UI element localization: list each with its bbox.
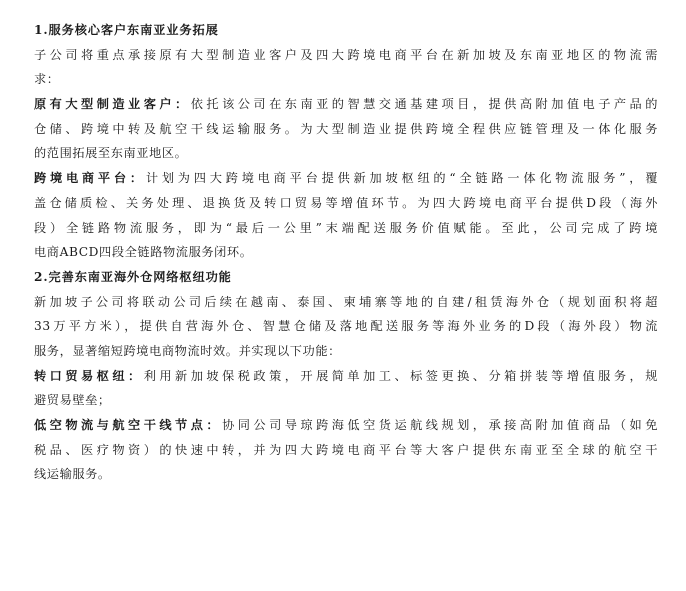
ecommerce-platforms-line-1 [34, 166, 658, 191]
low-altitude-logistics-line-1 [34, 413, 658, 438]
ecommerce-platforms-line-3: 段）全链路物流服务，即为“最后一公里”末端配送服务价值赋能。至此，公司完成了跨境 [34, 220, 658, 235]
manufacturing-clients-line-2: 仓储、跨境中转及航空干线运输服务。为大型制造业提供跨境全程供应链管理及一体化服务 [34, 121, 658, 136]
section-1-intro-line-1: 子公司将重点承接原有大型制造业客户及四大跨境电商平台在新加坡及东南亚地区的物流需 [34, 47, 658, 62]
ecommerce-platforms-text-1: 计划为四大跨境电商平台提供新加坡枢纽的“全链路一体化物流服务”，覆 [145, 171, 658, 186]
low-altitude-logistics-label: 低空物流与航空干线节点： [34, 418, 223, 432]
entrepot-trade-hub-text-1: 利用新加坡保税政策，开展简单加工、标签更换、分箱拼装等增值服务，规 [143, 368, 658, 383]
section-2-intro-line-1: 新加坡子公司将联动公司后续在越南、泰国、柬埔寨等地的自建/租赁海外仓（规划面积将超 [34, 294, 658, 309]
entrepot-trade-hub-label: 转口贸易枢纽： [34, 368, 144, 383]
ecommerce-platforms-line-4: 电商ABCD四段全链路物流服务闭环。 [34, 245, 253, 260]
low-altitude-logistics-line-2: 税品、医疗物资）的快速中转，并为四大跨境电商平台等大客户提供东南亚至全球的航空干 [34, 442, 658, 457]
entrepot-trade-hub-line-1 [34, 364, 658, 389]
low-altitude-logistics-line-3: 线运输服务。 [34, 467, 111, 482]
manufacturing-clients-line-3: 的范围拓展至东南亚地区。 [34, 146, 188, 161]
section-1-intro-line-2: 求： [34, 72, 60, 87]
section-1-heading: 1.服务核心客户东南亚业务拓展 [34, 23, 219, 37]
section-2-heading: 2.完善东南亚海外仓网络枢纽功能 [34, 269, 232, 284]
section-2-intro-line-2: 33万平方米），提供自营海外仓、智慧仓储及落地配送服务等海外业务的D段（海外段）物流 [34, 319, 658, 334]
document-page [34, 18, 658, 487]
manufacturing-clients-text-1: 依托该公司在东南亚的智慧交通基建项目，提供高附加值电子产品的 [190, 97, 658, 112]
low-altitude-logistics-text-1: 协同公司导琼跨海低空货运航线规划，承接高附加值商品（如免 [222, 418, 658, 432]
ecommerce-platforms-line-2: 盖仓储质检、关务处理、退换货及转口贸易等增值环节。为四大跨境电商平台提供D段（海外 [34, 195, 658, 210]
section-2-intro-line-3: 服务，显著缩短跨境电商物流时效。并实现以下功能： [34, 343, 341, 358]
entrepot-trade-hub-line-2: 避贸易壁垒； [34, 393, 111, 408]
manufacturing-clients-line-1 [34, 92, 658, 117]
manufacturing-clients-label: 原有大型制造业客户： [34, 97, 191, 112]
ecommerce-platforms-label: 跨境电商平台： [34, 171, 146, 186]
